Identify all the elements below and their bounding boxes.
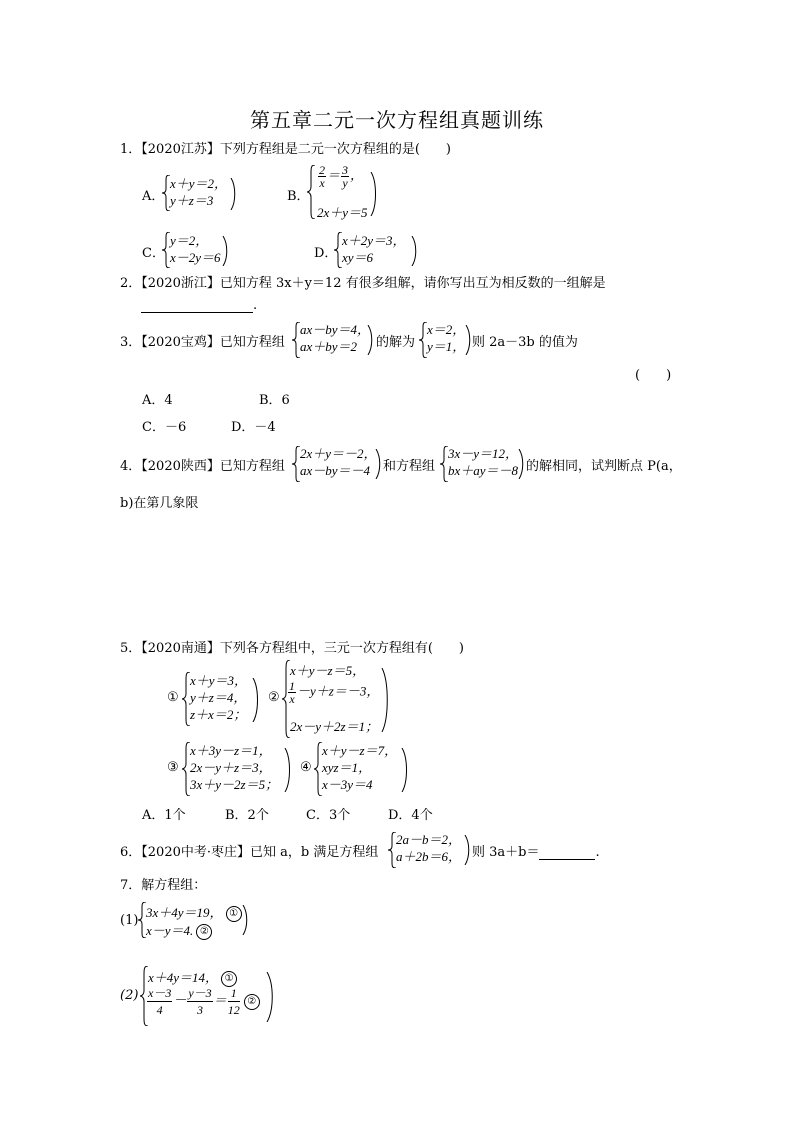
q4-stem-mid: 和方程组 bbox=[383, 459, 436, 474]
q1-option-b-line1: $\frac{2}{x}$ ＝ $\frac{3}{y}$ ， bbox=[319, 163, 364, 190]
right-paren-icon bbox=[381, 668, 389, 732]
q5-option-b: B．2个 bbox=[225, 808, 269, 823]
q6-stem-post: 则 3a＋b＝ . bbox=[472, 845, 600, 860]
right-paren-icon bbox=[222, 236, 230, 266]
q3-option-d: D．－4 bbox=[231, 420, 276, 435]
q7-part-2-line2: $\frac{x-3}{4}$ － $\frac{y-3}{3}$ ＝ $\frac{1}{12}$ ② bbox=[146, 985, 260, 1018]
right-paren-icon bbox=[230, 178, 238, 210]
right-paren-icon bbox=[401, 748, 409, 792]
question-7-stem: 7．解方程组： bbox=[120, 878, 207, 893]
question-1-stem: 1．【2020江苏】下列方程组是二元一次方程组的是( ) bbox=[120, 142, 451, 157]
document-page: 第五章二元一次方程组真题训练 1．【2020江苏】下列方程组是二元一次方程组的是( ) A． x＋y＝2， y＋z＝3 B． $\frac{2}{x}$ ＝ $\frac{3}{y}$ ， 2x＋y＝5 C． y＝2， x－2y＝6 D． x＋2y＝3， xy＝6 2．【2020浙江】已知方程 3x＋y＝12 有很多组解，请你写出互为相反数的一组解是 . 3．【2020宝鸡】已知方程组 ax－by＝4， ax＋by＝2 的解为 x＝2， y＝1， 则 2a－3b 的值为 ( ) A．4 B．6 C．－6 D．－4 4．【2020陕西】已知方程组 2x＋y＝－2， ax－by＝－4 和方程组 3x－y＝12， bx＋ay＝－8 的解相同，试判断点 P(a， b)在第几象限 5．【2020南通】下列各方程组中，三元一次方程组有( ) ① x＋y＝3， y＋z＝4， z＋x＝2； ② x＋y－z＝5， $\frac{1}{x}$ －y＋z＝－3， 2x－y＋2z＝1； ③ x＋3y－z＝1， 2x－y＋z＝3， 3x＋y－2z＝5； ④ x＋y－z＝7， xyz＝1， x－3y＝4 A．1个 B．2个 C．3个 D．4个 6．【2020中考·枣庄】已知 a，b 满足方程组 2a－b＝2， a＋2b＝6， 则 3a＋b＝ . 7．解方程组： (1) 3x＋4y＝19， ① x－y＝4. ② (2) x＋4y＝14， ① $\frac{x-3}{4}$ － $\frac{y-3}{3}$ ＝ $\frac{1}{12}$ ② bbox=[0, 0, 794, 1123]
q3-stem-post: 则 2a－3b 的值为 bbox=[472, 335, 578, 350]
page-title: 第五章二元一次方程组真题训练 bbox=[250, 108, 544, 132]
q5-option-a: A．1个 bbox=[142, 808, 186, 823]
circled-2-icon: ② bbox=[196, 924, 212, 940]
q4-stem-line2: b)在第几象限 bbox=[120, 496, 199, 511]
right-paren-icon bbox=[375, 449, 383, 479]
right-paren-icon bbox=[242, 905, 250, 935]
q5-option-1-marker: ① bbox=[167, 690, 179, 705]
question-2-answer: . bbox=[141, 298, 257, 313]
q7-part-1-line2: x－y＝4. ② bbox=[146, 920, 212, 940]
q1-option-d-label: D． bbox=[314, 246, 338, 261]
q5-option-2-line2: $\frac{1}{x}$ －y＋z＝－3， bbox=[289, 679, 380, 706]
q5-option-d: D．4个 bbox=[388, 808, 433, 823]
q4-stem-post: 的解相同，试判断点 P(a， bbox=[526, 459, 682, 474]
q3-option-b: B．6 bbox=[259, 393, 290, 408]
q1-option-a-label: A． bbox=[142, 189, 165, 204]
q5-option-4-marker: ④ bbox=[300, 760, 312, 775]
q1-option-b-label: B． bbox=[287, 189, 310, 204]
q5-option-c: C．3个 bbox=[306, 808, 351, 823]
q3-option-c: C．－6 bbox=[142, 420, 187, 435]
question-4-stem-pre: 4．【2020陕西】已知方程组 bbox=[120, 459, 285, 474]
q7-part-1-line1: 3x＋4y＝19， ① bbox=[146, 902, 242, 922]
q1-option-c-label: C． bbox=[142, 246, 165, 261]
right-paren-icon bbox=[252, 678, 260, 722]
right-paren-icon bbox=[464, 835, 472, 865]
circled-2-icon: ② bbox=[244, 994, 260, 1010]
question-5-stem: 5．【2020南通】下列各方程组中，三元一次方程组有( ) bbox=[120, 641, 464, 656]
q5-option-2-line3: 2x－y＋2z＝1； bbox=[290, 719, 379, 734]
q7-part-2-label: (2) bbox=[120, 988, 139, 1003]
q5-option-3-marker: ③ bbox=[167, 760, 179, 775]
q5-option-2-line1: x＋y－z＝5， bbox=[290, 663, 366, 678]
q3-option-a: A．4 bbox=[142, 393, 173, 408]
q3-answer-paren: ( ) bbox=[635, 368, 672, 383]
right-paren-icon bbox=[411, 236, 419, 266]
left-brace-icon bbox=[307, 165, 317, 219]
question-6-stem-pre: 6．【2020中考·枣庄】已知 a，b 满足方程组 bbox=[120, 845, 379, 860]
right-paren-icon bbox=[518, 449, 526, 479]
question-3-stem-pre: 3．【2020宝鸡】已知方程组 bbox=[120, 335, 285, 350]
right-paren-icon bbox=[370, 172, 378, 216]
right-paren-icon bbox=[266, 972, 274, 1022]
right-paren-icon bbox=[367, 325, 375, 355]
q3-stem-mid: 的解为 bbox=[376, 335, 416, 350]
right-paren-icon bbox=[284, 748, 292, 792]
circled-1-icon: ① bbox=[221, 971, 237, 987]
q7-part-1-label: (1) bbox=[120, 913, 139, 928]
circled-1-icon: ① bbox=[226, 906, 242, 922]
q1-option-b-line2: 2x＋y＝5 bbox=[317, 205, 368, 220]
q5-option-2-marker: ② bbox=[268, 690, 280, 705]
q7-part-2-line1: x＋4y＝14， ① bbox=[148, 967, 237, 987]
question-2-stem: 2．【2020浙江】已知方程 3x＋y＝12 有很多组解，请你写出互为相反数的一组解是 bbox=[120, 276, 606, 291]
